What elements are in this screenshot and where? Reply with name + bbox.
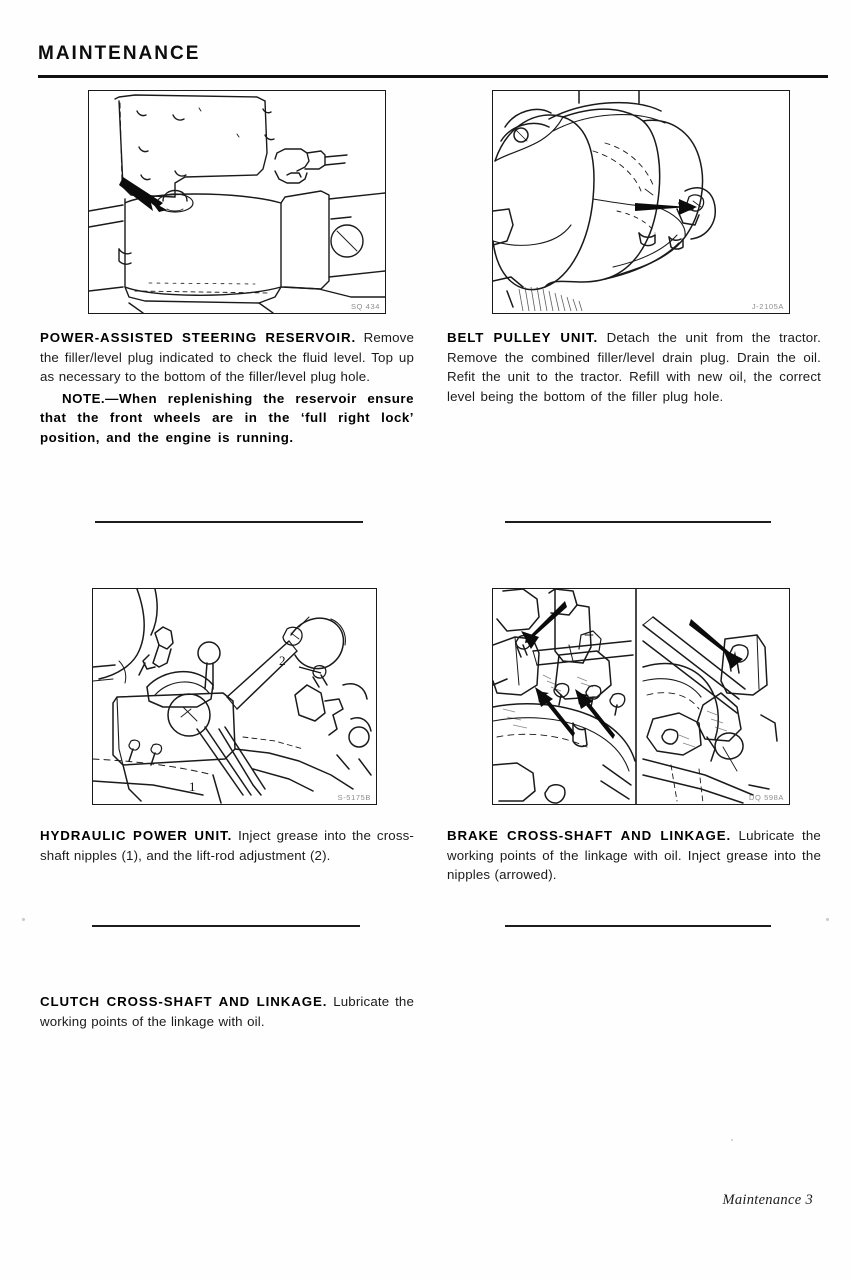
clutch-body: Lubricate the working points of the linkage with oil. [40, 994, 414, 1029]
belt-pulley-illustration [493, 91, 789, 313]
figure-hydraulic-power-unit [92, 588, 377, 805]
footer-page-number: 3 [805, 1192, 813, 1208]
steering-reservoir-illustration [89, 91, 385, 313]
hydraulic-paragraph [40, 826, 414, 865]
header-divider-rule [38, 75, 828, 78]
figure-brake-cross-shaft [492, 588, 790, 805]
arrow-group-right-panel [689, 619, 743, 669]
section-separator-left-2 [92, 925, 360, 927]
figure-code-brake: DQ 598A [748, 793, 784, 802]
brake-heading: BRAKE CROSS-SHAFT AND LINKAGE. [447, 828, 732, 843]
footer-label: Maintenance [722, 1192, 802, 1208]
section-hydraulic-power-unit [40, 826, 414, 865]
section-clutch-cross-shaft [40, 992, 414, 1031]
hydraulic-heading: HYDRAULIC POWER UNIT. [40, 828, 233, 843]
belt-pulley-heading: BELT PULLEY UNIT. [447, 330, 599, 345]
hydraulic-power-unit-illustration [93, 589, 376, 804]
figure-code-belt-pulley: J-2105A [751, 302, 784, 311]
figure-belt-pulley-unit [492, 90, 790, 314]
page-header [38, 44, 828, 65]
brake-linkage-illustration [493, 589, 789, 804]
section-separator-right-2 [505, 925, 771, 927]
brake-body: Lubricate the working points of the linkage with oil. Inject grease into the nipples (arrowed). [447, 828, 821, 883]
steering-paragraph [40, 328, 414, 387]
callout-number-1: 1 [189, 779, 196, 794]
figure-steering-reservoir [88, 90, 386, 314]
arrow-filler-plug [119, 177, 167, 212]
clutch-paragraph [40, 992, 414, 1031]
scan-speck [731, 1139, 733, 1141]
section-separator-right-1 [505, 521, 771, 523]
steering-note-paragraph [40, 389, 414, 448]
scan-speck [22, 918, 25, 921]
hydraulic-body: Inject grease into the cross-shaft nipples (1), and the lift-rod adjustment (2). [40, 828, 414, 863]
section-belt-pulley [447, 328, 821, 406]
figure-code-hydraulic: S-5175B [337, 793, 371, 802]
steering-body: Remove the filler/level plug indicated to check the fluid level. Top up as necessary to the bottom of the filler/level plug hole. [40, 330, 414, 385]
scan-speck [826, 918, 829, 921]
clutch-heading: CLUTCH CROSS-SHAFT AND LINKAGE. [40, 994, 328, 1009]
note-label: NOTE.— [62, 390, 119, 406]
belt-pulley-body: Detach the unit from the tractor. Remove the combined filler/level drain plug. Drain the oil. Refit the unit to the tractor. Refill with new oil, the correct level being the bottom of the filler plug hole. [447, 330, 821, 404]
callout-number-2: 2 [279, 653, 286, 668]
steering-heading: POWER-ASSISTED STEERING RESERVOIR. [40, 330, 357, 345]
page-title: MAINTENANCE [38, 43, 201, 64]
belt-pulley-paragraph [447, 328, 821, 406]
section-separator-left-1 [95, 521, 363, 523]
note-body: When replenishing the reservoir ensure that the front wheels are in the ‘full right lock’ position, and the engine is running. [40, 390, 414, 445]
section-steering-reservoir [40, 328, 414, 448]
brake-paragraph [447, 826, 821, 885]
section-brake-cross-shaft [447, 826, 821, 885]
figure-code-steering: SQ 434 [350, 302, 380, 311]
page-footer [722, 1192, 813, 1209]
